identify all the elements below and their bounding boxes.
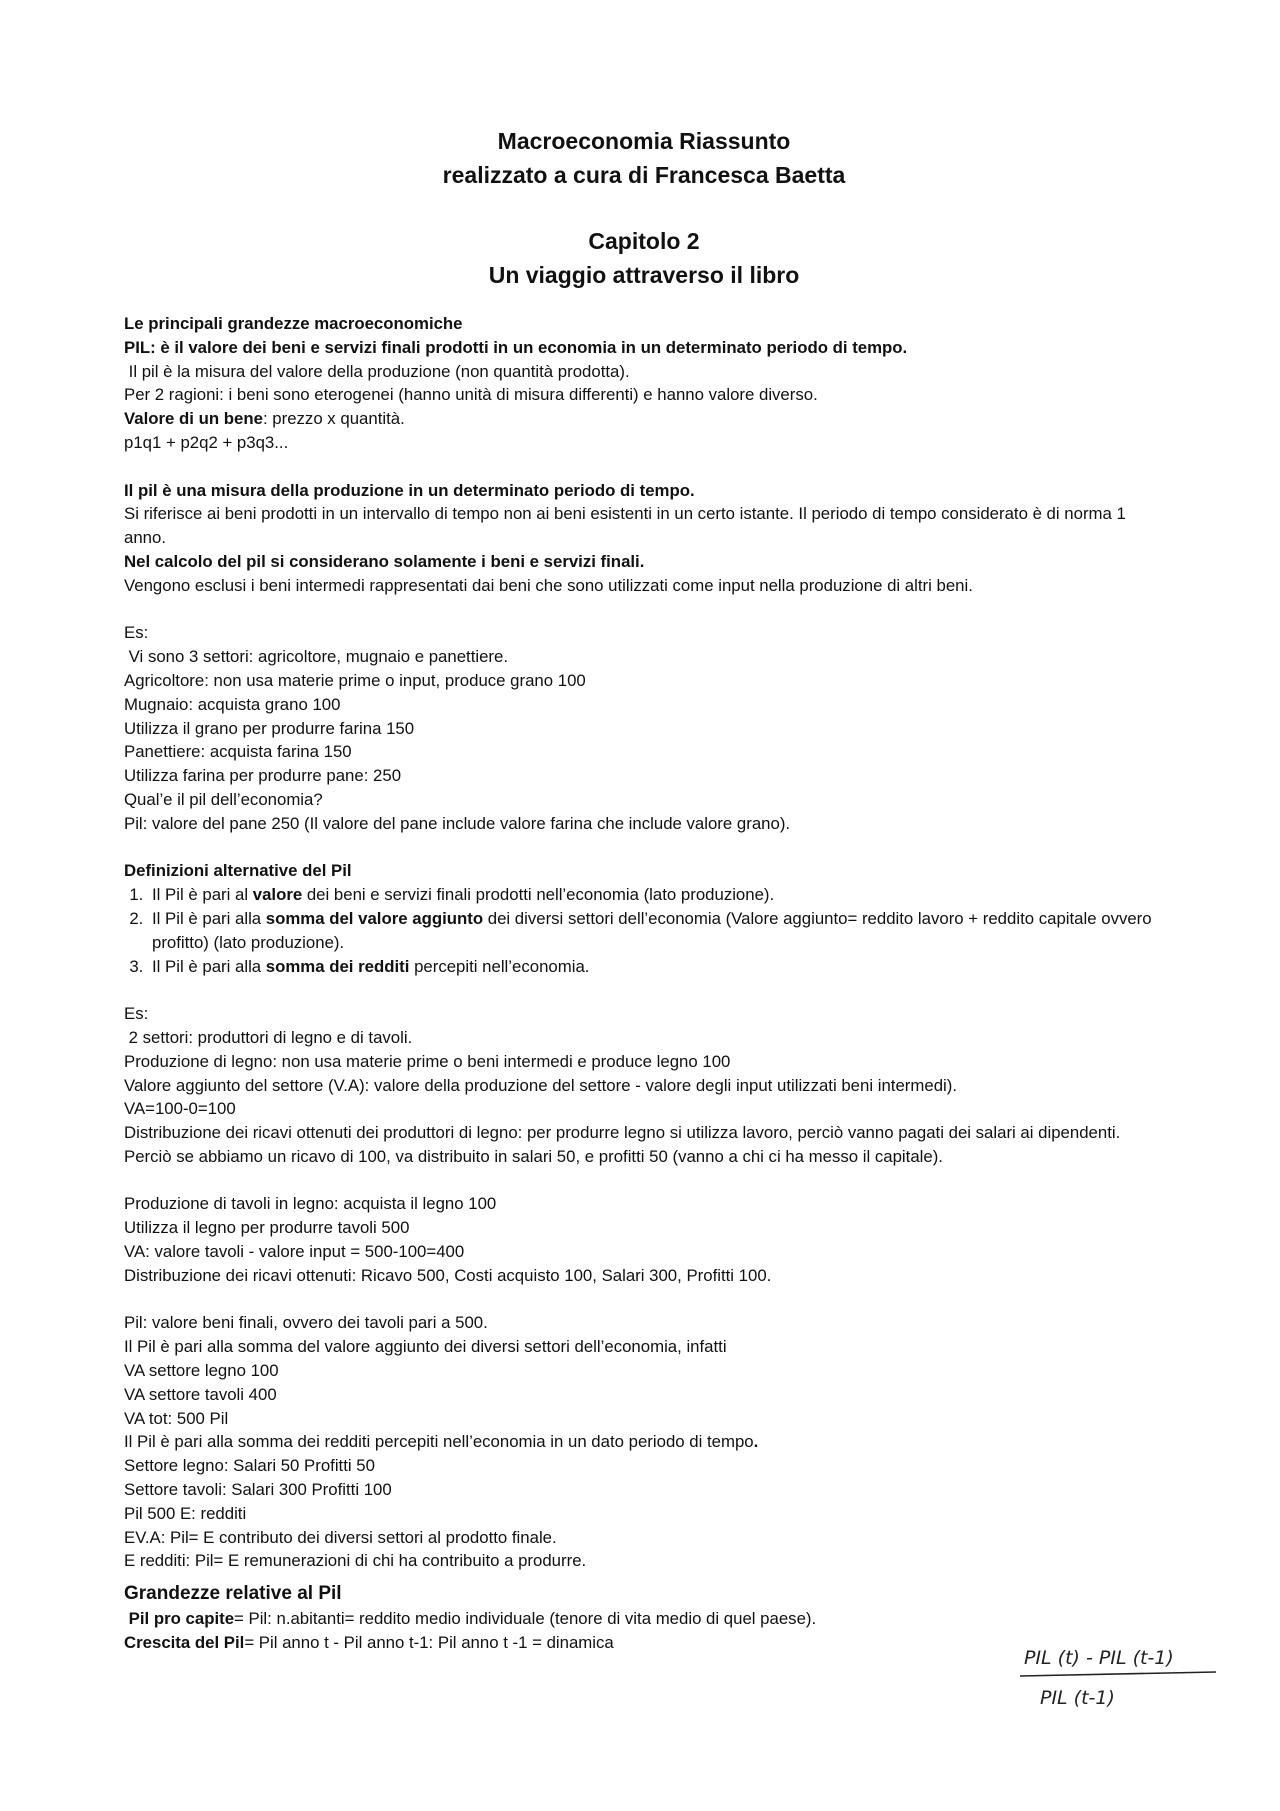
- crescita-term: Crescita del Pil: [124, 1633, 245, 1653]
- chapter-title: Un viaggio attraverso il libro: [488, 262, 800, 288]
- section-heading-relative: Grandezze relative al Pil: [124, 1583, 342, 1605]
- title-line-2: realizzato a cura di Francesca Baetta: [442, 162, 846, 188]
- example-line: 2 settori: produttori di legno e di tavoli.: [124, 1027, 413, 1047]
- summary-text: Il Pil è pari alla somma dei redditi percepiti nell’economia in un dato periodo di tempo: [124, 1432, 754, 1452]
- document-body: [124, 312, 1164, 1655]
- paragraph: Si riferisce ai beni prodotti in un intervallo di tempo non ai beni esistenti in un certo istante. Il periodo di tempo considerato è di norma 1 anno.: [124, 504, 1126, 548]
- summary-line: VA settore legno 100: [124, 1361, 279, 1381]
- example-label: Es:: [124, 1004, 149, 1024]
- example-line: Produzione di legno: non usa materie prime o beni intermedi e produce legno 100: [124, 1051, 731, 1071]
- example-line: Valore aggiunto del settore (V.A): valore della produzione del settore - valore degli input utilizzati beni intermedi).: [124, 1075, 958, 1095]
- example-line: Mugnaio: acquista grano 100: [124, 694, 341, 714]
- paragraph-line: Per 2 ragioni: i beni sono eterogenei (hanno unità di misura differenti) e hanno valore diverso.: [124, 385, 818, 405]
- example-line: Panettiere: acquista farina 150: [124, 742, 352, 762]
- handwritten-numerator: PIL (t) - PIL (t-1): [1024, 1647, 1174, 1669]
- list-text: Il Pil è pari alla: [152, 908, 266, 928]
- summary-period: .: [753, 1432, 759, 1452]
- fraction-line: [1020, 1672, 1216, 1676]
- pil-pro-capite-def: = Pil: n.abitanti= reddito medio individuale (tenore di vita medio di quel paese).: [234, 1609, 817, 1629]
- paragraph-line: Vengono esclusi i beni intermedi rappresentati dai beni che sono utilizzati come input nella produzione di altri beni.: [124, 575, 973, 595]
- example-line: Qual’e il pil dell’economia?: [124, 789, 323, 809]
- summary-line: VA tot: 500 Pil: [124, 1408, 229, 1428]
- example-line: Utilizza farina per produrre pane: 250: [124, 766, 402, 786]
- list-text: dei beni e servizi finali prodotti nell’economia (lato produzione).: [302, 885, 775, 905]
- document-title: [124, 124, 1164, 192]
- example-line: Vi sono 3 settori: agricoltore, mugnaio e panettiere.: [124, 647, 509, 667]
- summary-line: Il Pil è pari alla somma del valore aggiunto dei diversi settori dell’economia, infatti: [124, 1337, 727, 1357]
- example-line: Utilizza il grano per produrre farina 150: [124, 718, 415, 738]
- list-item: [148, 955, 1164, 979]
- example-line: Perciò se abbiamo un ricavo di 100, va distribuito in salari 50, e profitti 50 (vanno a chi ci ha messo il capitale).: [124, 1146, 943, 1166]
- summary-line: Pil: valore beni finali, ovvero dei tavoli pari a 500.: [124, 1313, 488, 1333]
- list-text: Il Pil è pari alla: [152, 956, 266, 976]
- summary-redditi-line: [124, 1430, 1164, 1454]
- handwritten-growth-formula: [1020, 1634, 1240, 1724]
- pil-definition: PIL: è il valore dei beni e servizi finali prodotti in un economia in un determinato periodo di tempo.: [124, 337, 908, 357]
- pil-pro-capite-line: [124, 1607, 1164, 1631]
- example-label: Es:: [124, 623, 149, 643]
- chapter-heading: [124, 224, 1164, 292]
- bold-statement: Nel calcolo del pil si considerano solamente i beni e servizi finali.: [124, 551, 645, 571]
- example-line: Agricoltore: non usa materie prime o input, produce grano 100: [124, 670, 586, 690]
- list-item: [148, 907, 1164, 955]
- crescita-def: = Pil anno t - Pil anno t-1: Pil anno t -1 = dinamica: [244, 1633, 614, 1653]
- section-heading-grandezze: Le principali grandezze macroeconomiche: [124, 314, 463, 333]
- list-bold: somma dei redditi: [265, 956, 410, 976]
- valore-bene-term: Valore di un bene: [124, 409, 263, 429]
- title-line-1: Macroeconomia Riassunto: [497, 128, 791, 154]
- formula-line: p1q1 + p2q2 + p3q3...: [124, 432, 289, 452]
- summary-line: Pil 500 E: redditi: [124, 1503, 247, 1523]
- document-page: [124, 124, 1164, 1655]
- summary-line: Settore legno: Salari 50 Profitti 50: [124, 1456, 375, 1476]
- handwritten-denominator: PIL (t-1): [1040, 1687, 1115, 1709]
- tavoli-line: VA: valore tavoli - valore input = 500-100=400: [124, 1242, 465, 1262]
- crescita-line: [124, 1631, 1164, 1655]
- list-text: dei diversi settori dell’economia (Valore aggiunto= reddito lavoro + reddito capitale ovvero profitto) (lato produzione).: [152, 908, 1152, 952]
- chapter-number: Capitolo 2: [588, 228, 700, 254]
- list-item: [148, 883, 1164, 907]
- valore-bene-line: [124, 407, 1164, 431]
- valore-bene-def: : prezzo x quantità.: [262, 409, 405, 429]
- bold-statement: Il pil è una misura della produzione in un determinato periodo di tempo.: [124, 480, 695, 500]
- summary-line: Settore tavoli: Salari 300 Profitti 100: [124, 1480, 392, 1500]
- list-bold: valore: [252, 885, 303, 905]
- example-line: Pil: valore del pane 250 (Il valore del pane include valore farina che include valore grano).: [124, 813, 791, 833]
- summary-line: E redditi: Pil= E remunerazioni di chi ha contribuito a produrre.: [124, 1551, 587, 1571]
- example-line: VA=100-0=100: [124, 1099, 236, 1119]
- paragraph-line: Il pil è la misura del valore della produzione (non quantità prodotta).: [124, 361, 630, 381]
- summary-line: EV.A: Pil= E contributo dei diversi settori al prodotto finale.: [124, 1527, 557, 1547]
- list-text: percepiti nell’economia.: [409, 956, 590, 976]
- section-heading-definizioni: Definizioni alternative del Pil: [124, 861, 352, 881]
- pil-pro-capite-term: Pil pro capite: [124, 1609, 235, 1629]
- list-bold: somma del valore aggiunto: [265, 908, 484, 928]
- definitions-list: [124, 883, 1164, 978]
- tavoli-line: Distribuzione dei ricavi ottenuti: Ricavo 500, Costi acquisto 100, Salari 300, Profitti 100.: [124, 1265, 772, 1285]
- tavoli-line: Produzione di tavoli in legno: acquista il legno 100: [124, 1194, 497, 1214]
- list-text: Il Pil è pari al: [152, 885, 253, 905]
- tavoli-line: Utilizza il legno per produrre tavoli 500: [124, 1218, 410, 1238]
- example-paragraph: Distribuzione dei ricavi ottenuti dei produttori di legno: per produrre legno si utilizza lavoro, perciò vanno pagati dei salari ai dipendenti.: [124, 1123, 1121, 1143]
- summary-line: VA settore tavoli 400: [124, 1384, 277, 1404]
